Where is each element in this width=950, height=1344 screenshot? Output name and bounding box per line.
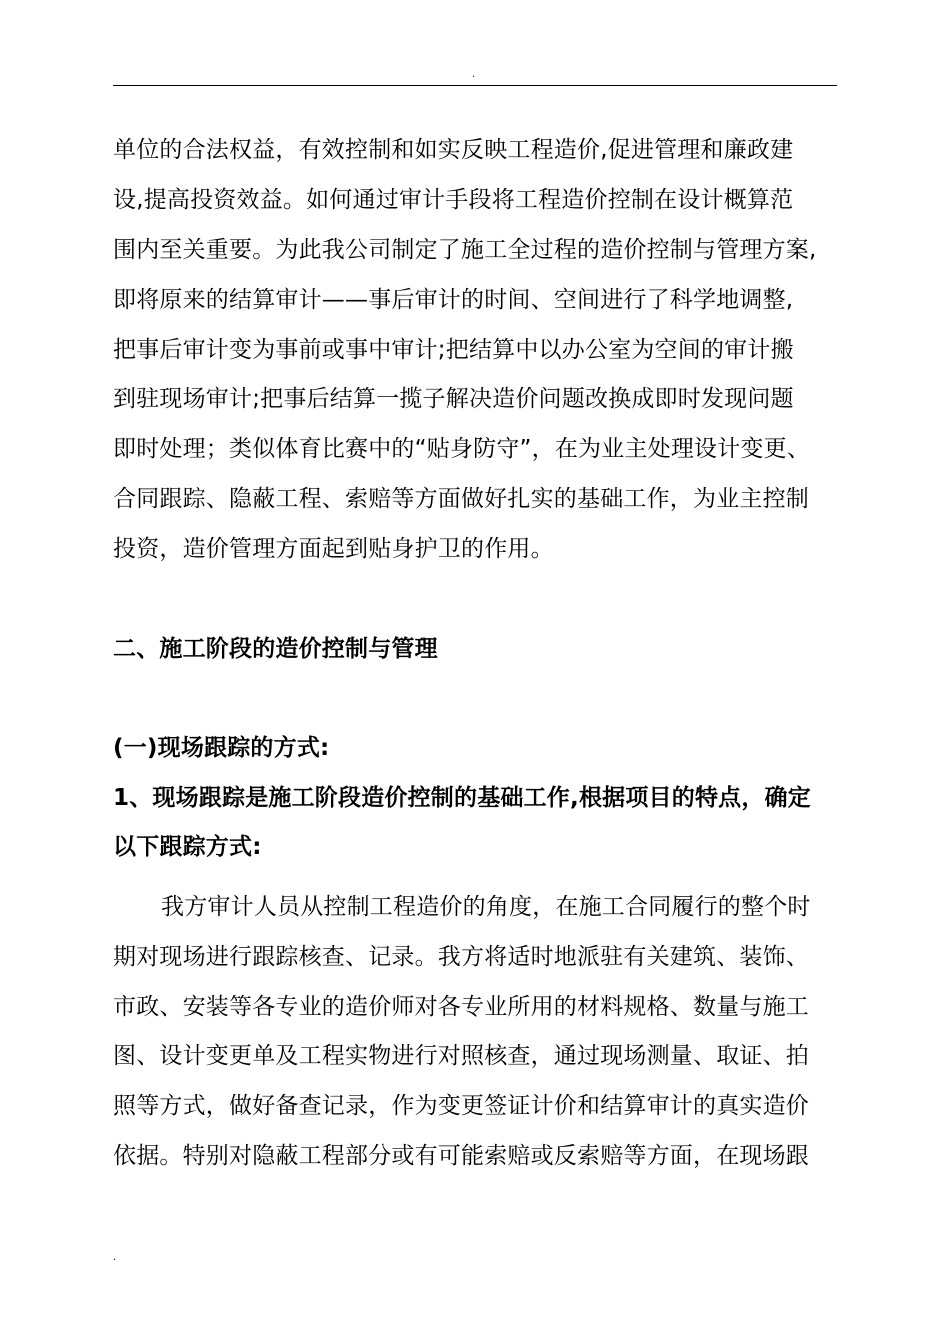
text-line: 我方审计人员从控制工程造价的角度，在施工合同履行的整个时	[161, 894, 811, 920]
text-line: 投资，造价管理方面起到贴身护卫的作用。	[113, 536, 554, 562]
text-line: 依据。特别对隐蔽工程部分或有可能索赔或反索赔等方面，在现场跟	[113, 1143, 809, 1169]
text-line: 即将原来的结算审计——事后审计的时间、空间进行了科学地调整,	[113, 287, 794, 313]
text-line: 期对现场进行跟踪核查、记录。我方将适时地派驻有关建筑、装饰、	[113, 944, 809, 970]
text-line: 照等方式，做好备查记录，作为变更签证计价和结算审计的真实造价	[113, 1093, 809, 1119]
item-heading-line: 以下跟踪方式:	[113, 834, 262, 860]
text-line: 图、设计变更单及工程实物进行对照核查，通过现场测量、取证、拍	[113, 1043, 809, 1069]
subsection-heading: (一)现场跟踪的方式:	[113, 735, 330, 761]
item-heading-line: 1、现场跟踪是施工阶段造价控制的基础工作,根据项目的特点，确定	[113, 785, 811, 811]
text-line: 单位的合法权益，有效控制和如实反映工程造价,促进管理和廉政建	[113, 137, 794, 163]
header-rule	[113, 85, 837, 86]
section-heading: 二、施工阶段的造价控制与管理	[113, 636, 438, 662]
text-line: 设,提高投资效益。如何通过审计手段将工程造价控制在设计概算范	[113, 187, 794, 213]
text-line: 市政、安装等各专业的造价师对各专业所用的材料规格、数量与施工	[113, 994, 809, 1020]
footer-mark: .	[113, 1252, 117, 1263]
text-line: 把事后审计变为事前或事中审计;把结算中以办公室为空间的审计搬	[113, 337, 794, 363]
header-mark: .	[472, 69, 476, 80]
text-line: 合同跟踪、隐蔽工程、索赔等方面做好扎实的基础工作，为业主控制	[113, 486, 809, 512]
text-line: 到驻现场审计;把事后结算一揽子解决造价问题改换成即时发现问题	[113, 386, 794, 412]
text-line: 即时处理；类似体育比赛中的“贴身防守”，在为业主处理设计变更、	[113, 436, 811, 462]
text-line: 围内至关重要。为此我公司制定了施工全过程的造价控制与管理方案,	[113, 237, 817, 263]
